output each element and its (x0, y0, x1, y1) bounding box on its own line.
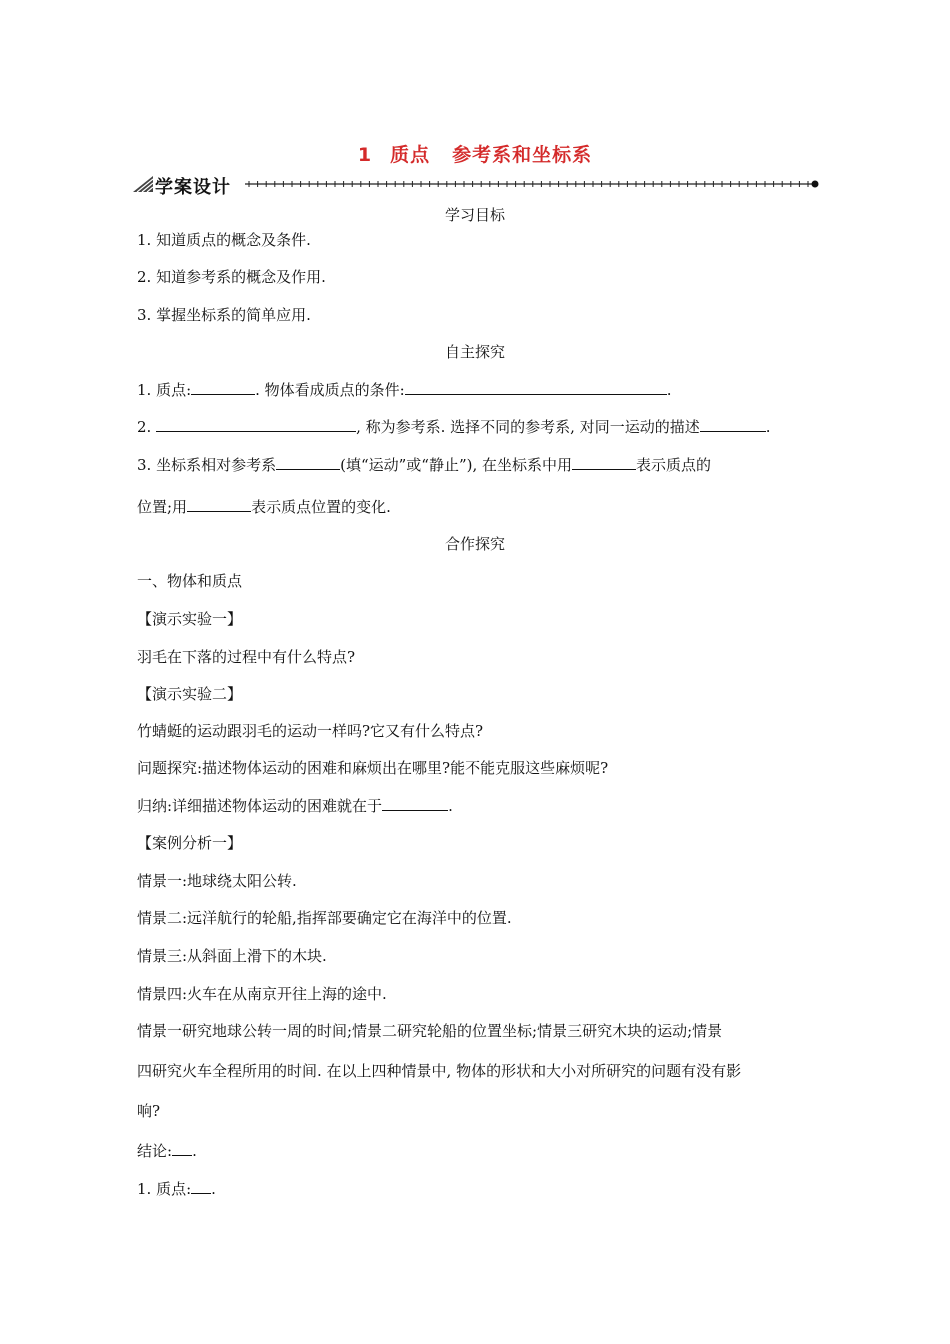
self-question-3-cont: 位置;用 表示质点位置的变化. (137, 498, 391, 516)
goal-item: 2. 知道参考系的概念及作用. (137, 268, 326, 286)
answer-blank[interactable] (156, 417, 356, 432)
demo-heading-2: 【演示实验二】 (137, 685, 243, 703)
page-title (0, 140, 950, 167)
answer-blank[interactable] (572, 455, 636, 470)
point-definition-line: 1. 质点: . (137, 1180, 216, 1198)
scene-item: 情景三:从斜面上滑下的木块. (137, 947, 327, 965)
title-part1: 质点 (390, 144, 431, 166)
answer-blank[interactable] (191, 1179, 211, 1194)
answer-blank[interactable] (700, 417, 766, 432)
heading-goals: 学习目标 (444, 206, 505, 224)
paragraph-line: 响? (137, 1102, 161, 1120)
title-number: 1 (357, 144, 373, 166)
sub-heading: 一、物体和质点 (137, 572, 243, 590)
answer-blank[interactable] (276, 455, 340, 470)
title-part2: 参考系和坐标系 (452, 144, 593, 166)
paragraph-line: 情景一研究地球公转一周的时间;情景二研究轮船的位置坐标;情景三研究木块的运动;情景 (137, 1022, 723, 1040)
scene-item: 情景四:火车在从南京开往上海的途中. (137, 985, 387, 1003)
section-banner (133, 173, 820, 198)
self-question-3: 3. 坐标系相对参考系 (填“运动”或“静止”), 在坐标系中用 表示质点的 (137, 456, 712, 474)
case-heading-1: 【案例分析一】 (137, 834, 243, 852)
demo-question-2: 竹蜻蜓的运动跟羽毛的运动一样吗?它又有什么特点? (137, 722, 484, 740)
self-question-1: 1. 质点: . 物体看成质点的条件: . (137, 381, 672, 399)
answer-blank[interactable] (172, 1141, 192, 1156)
answer-blank[interactable] (382, 796, 448, 811)
scene-item: 情景一:地球绕太阳公转. (137, 872, 297, 890)
banner-stripe-icon (133, 176, 153, 192)
heading-cooperation: 合作探究 (444, 535, 505, 553)
answer-blank[interactable] (191, 380, 255, 395)
conclusion-line: 结论: . (137, 1142, 197, 1160)
answer-blank[interactable] (405, 380, 667, 395)
paragraph-line: 四研究火车全程所用的时间. 在以上四种情景中, 物体的形状和大小对所研究的问题有没有影 (137, 1062, 742, 1080)
goal-item: 1. 知道质点的概念及条件. (137, 231, 311, 249)
banner-dotted-rule (245, 173, 820, 195)
answer-blank[interactable] (187, 497, 251, 512)
demo-question-1: 羽毛在下落的过程中有什么特点? (137, 648, 356, 666)
heading-self-study: 自主探究 (444, 343, 505, 361)
summary-line: 归纳:详细描述物体运动的困难就在于 . (137, 797, 453, 815)
banner-label: 学案设计 (155, 177, 231, 198)
goal-item: 3. 掌握坐标系的简单应用. (137, 306, 311, 324)
self-question-2: 2. , 称为参考系. 选择不同的参考系, 对同一运动的描述 . (137, 418, 771, 436)
problem-text: 问题探究:描述物体运动的困难和麻烦出在哪里?能不能克服这些麻烦呢? (137, 759, 609, 777)
demo-heading-1: 【演示实验一】 (137, 610, 243, 628)
scene-item: 情景二:远洋航行的轮船,指挥部要确定它在海洋中的位置. (137, 909, 512, 927)
